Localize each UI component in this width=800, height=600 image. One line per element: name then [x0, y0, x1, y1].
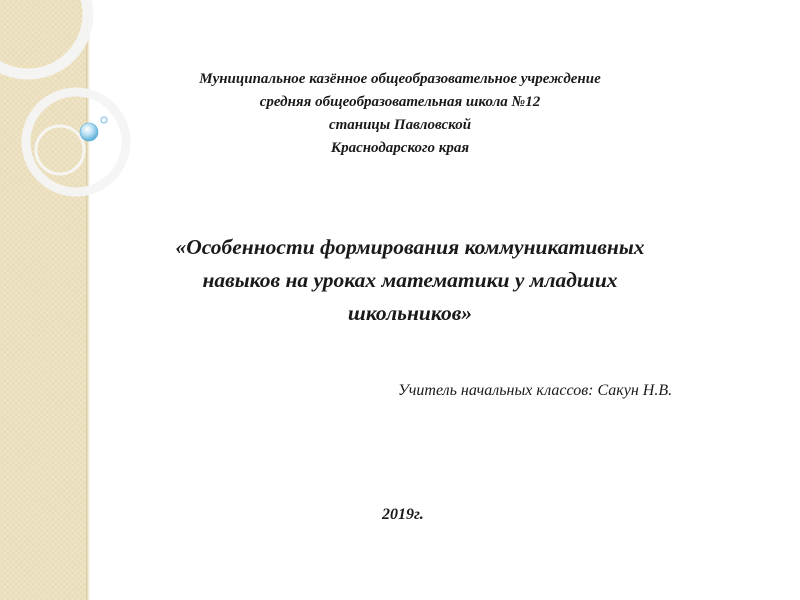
school-name-line: средняя общеобразовательная школа №12 [259, 94, 541, 110]
title-line: школьников» [347, 301, 473, 325]
slide-title [80, 231, 740, 330]
teacher-credit: Учитель начальных классов: Сакун Н.В. [398, 382, 673, 399]
small-ring-shape [36, 126, 84, 174]
large-ring-shape [0, 0, 88, 74]
year-label: 2019г. [382, 506, 424, 523]
school-name-line: Краснодарского края [330, 140, 470, 156]
school-name-line: станицы Павловской [328, 117, 472, 133]
school-name-block [100, 68, 700, 160]
title-line: «Особенности формирования коммуникативных [175, 235, 645, 259]
blue-bubble-shape [80, 123, 98, 141]
school-name-line: Муниципальное казённое общеобразовательное учреждение [199, 71, 601, 87]
title-line: навыков на уроках математики у младших [202, 268, 618, 292]
